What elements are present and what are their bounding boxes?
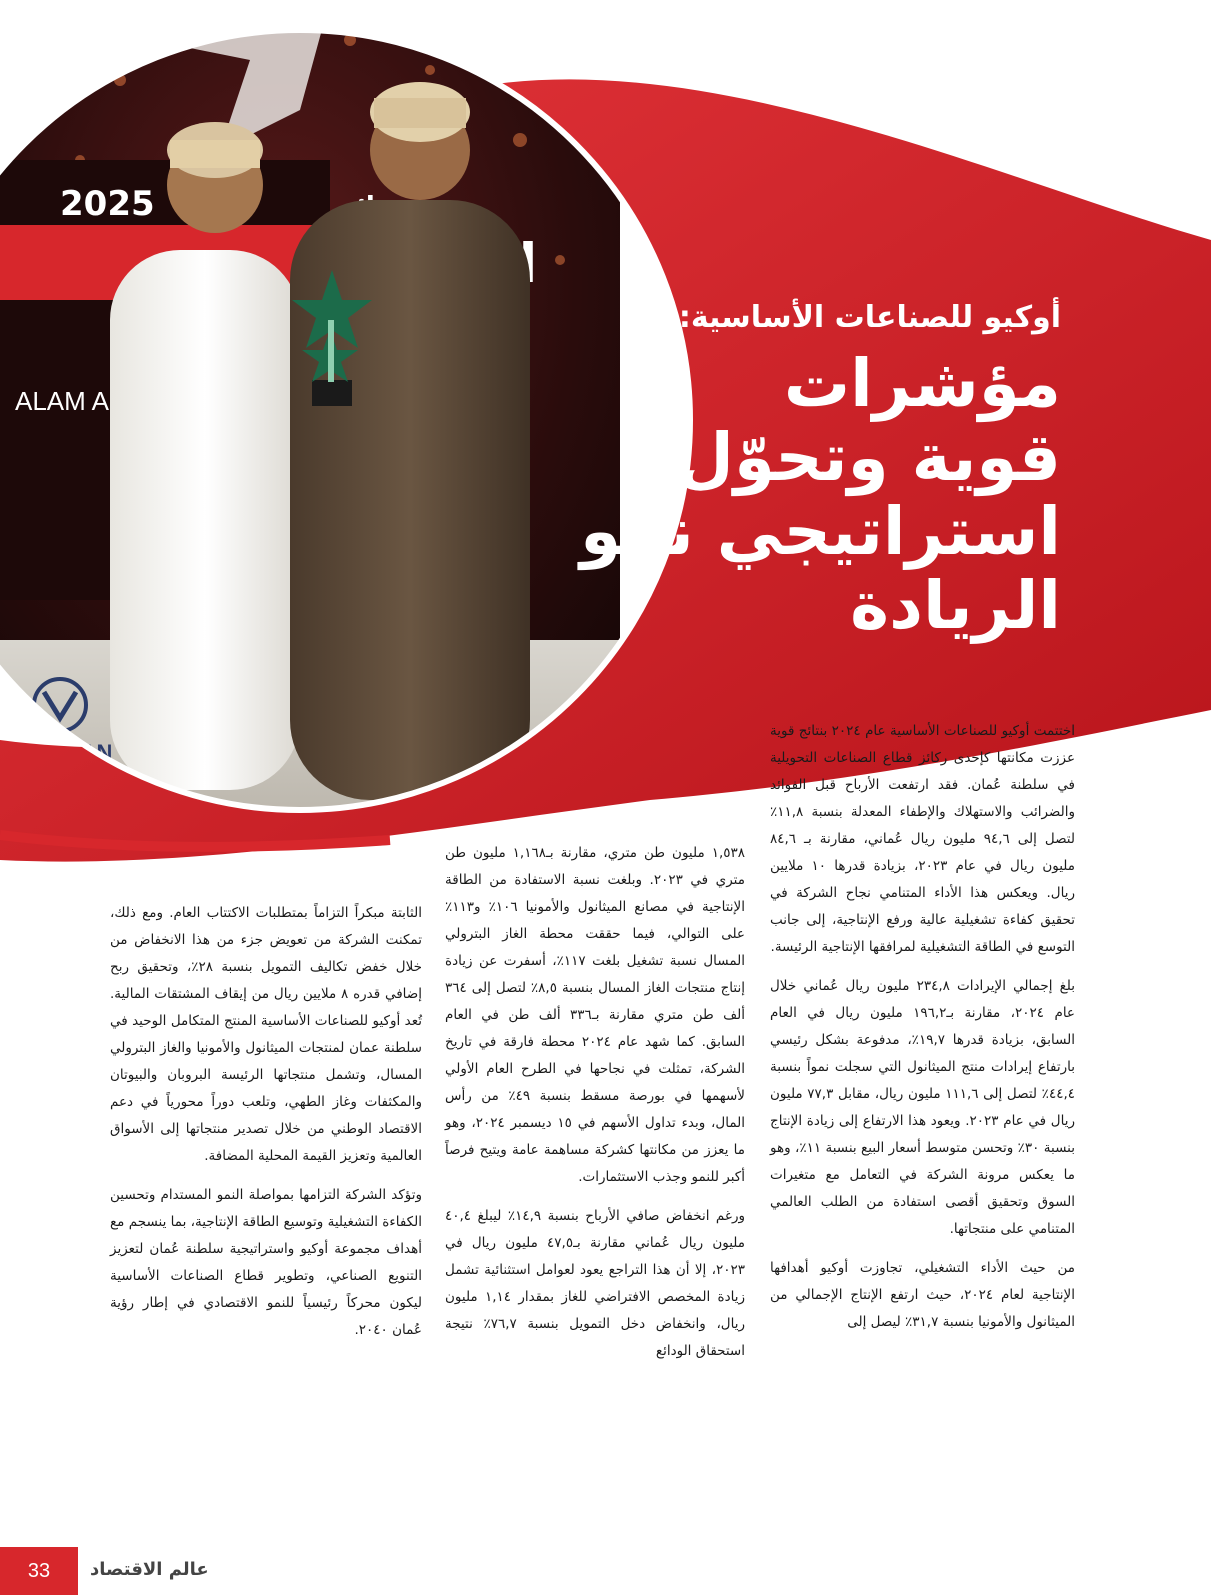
paragraph: الثابتة مبكراً التزاماً بمتطلبات الاكتتاب العام. ومع ذلك، تمكنت الشركة من تعويض جزء من هذا الانخفاض من خلال خفض تكاليف التمويل بنسبة ٢٨٪، وتحقيق ربح إضافي قدره ٨ ملايين ريال من إيقاف المشتقات المالية. تُعد أوكيو للصناعات الأساسية المنتج المتكامل الوحيد في سلطنة عمان لمنتجات الميثانول والأمونيا والغاز البترولي المسال، وتشمل منتجاتها الرئيسة البروبان والبيوتان والمكثفات وغاز الطهي، وتلعب دوراً محورياً في دعم الاقتصاد الوطني من خلال تصدير منتجاتها إلى الأسواق العالمية وتعزيز القيمة المحلية المضافة. [110, 905, 422, 1164]
article-column-middle [445, 840, 745, 1377]
paragraph: اختتمت أوكيو للصناعات الأساسية عام ٢٠٢٤ بنتائج قوية عززت مكانتها كإحدى ركائز قطاع الصناعات التحويلية في سلطنة عُمان. فقد ارتفعت الأرباح قبل الفوائد والضرائب والاستهلاك والإطفاء المعدلة بنسبة ١١,٨٪ لتصل إلى ٩٤,٦ مليون ريال عُماني، مقارنة بـ ٨٤,٦ مليون ريال في عام ٢٠٢٣، بزيادة قدرها ١٠ ملايين ريال. ويعكس هذا الأداء المتنامي نجاح الشركة في تحقيق كفاءة تشغيلية عالية ورفع الإنتاجية، إلى جانب التوسع في الطاقة التشغيلية لمرافقها الإنتاجية الرئيسة. [770, 723, 1076, 955]
article-title-block [541, 300, 1061, 643]
paragraph: ١,٥٣٨ مليون طن متري، مقارنة بـ١,١٦٨ مليون طن متري في ٢٠٢٣. وبلغت نسبة الاستفادة من الطاقة الإنتاجية في مصانع الميثانول والأمونيا ١٠٦٪ و١١٣٪ على التوالي، فيما حققت محطة الغاز البترولي المسال نسبة تشغيل بلغت ١١٧٪، أسفرت عن زيادة إنتاج منتجات الغاز المسال بنسبة ٨,٥٪ لتصل إلى ٣٦٤ ألف طن متري مقارنة بـ٣٣٦ ألف طن في العام السابق. كما شهد عام ٢٠٢٤ محطة فارقة في تاريخ الشركة، تمثلت في نجاحها في الطرح العام الأولي لأسهمها في بورصة مسقط بنسبة ٤٩٪ من رأس المال، وبدء تداول الأسهم في ١٥ ديسمبر ٢٠٢٤، وهو ما يعزز من مكانتها كشركة مساهمة عامة ويتيح فرصاً أكبر للنمو وجذب الاستثمارات. [445, 845, 746, 1185]
headline-line-2: قوية وتحوّل [676, 419, 1061, 496]
page-number: 33 [0, 1547, 78, 1595]
magazine-name: عالم الاقتصاد [90, 1559, 209, 1580]
headline-line-1: مؤشرات [783, 345, 1061, 422]
article-kicker: أوكيو للصناعات الأساسية: [678, 300, 1061, 335]
page-footer [0, 1547, 1211, 1595]
headline-line-3: استراتيجي نحو [580, 493, 1061, 570]
paragraph: وتؤكد الشركة التزامها بمواصلة النمو المستدام وتحسين الكفاءة التشغيلية وتوسيع الطاقة الإنتاجية، بما ينسجم مع أهداف مجموعة أوكيو واستراتيجية سلطنة عُمان لتعزيز التنويع الصناعي، وتطوير قطاع الصناعات الأساسية ليكون محركاً رئيسياً للنمو الاقتصادي في إطار رؤية عُمان ٢٠٤٠. [110, 1187, 422, 1338]
paragraph: ورغم انخفاض صافي الأرباح بنسبة ١٤,٩٪ ليبلغ ٤٠,٤ مليون ريال عُماني مقارنة بـ٤٧,٥ مليون ريال في ٢٠٢٣، إلا أن هذا التراجع يعود لعوامل استثنائية تشمل زيادة المخصص الافتراضي للغاز بمقدار ١,١٤ مليون ريال، وانخفاض دخل التمويل بنسبة ٧٦,٧٪ نتيجة استحقاق الودائع [445, 1208, 745, 1359]
article-column-right [770, 718, 1075, 1348]
article-headline [541, 347, 1061, 643]
headline-line-4: الريادة [850, 567, 1061, 644]
article-column-left [110, 900, 422, 1356]
paragraph: من حيث الأداء التشغيلي، تجاوزت أوكيو أهدافها الإنتاجية لعام ٢٠٢٤، حيث ارتفع الإنتاج الإجمالي من الميثانول والأمونيا بنسبة ٣١,٧٪ ليصل إلى [770, 1260, 1075, 1330]
paragraph: بلغ إجمالي الإيرادات ٢٣٤,٨ مليون ريال عُماني خلال عام ٢٠٢٤، مقارنة بـ١٩٦,٢ مليون ريال في العام السابق، بزيادة قدرها ١٩,٧٪، مدفوعة بشكل رئيسي بارتفاع إيرادات منتج الميثانول التي سجلت نمواً بنسبة ٤٤,٤٪ لتصل إلى ١١١,٦ مليون ريال، مقابل ٧٧,٣ مليون ريال في عام ٢٠٢٣. ويعود هذا الارتفاع إلى زيادة الإنتاج بنسبة ٣٠٪ وتحسن متوسط أسعار البيع بنسبة ١١٪، وهو ما يعكس مرونة الشركة في التعامل مع متغيرات السوق وتحقيق أقصى استفادة من الطلب العالمي المتنامي على منتجاتها. [770, 978, 1076, 1237]
